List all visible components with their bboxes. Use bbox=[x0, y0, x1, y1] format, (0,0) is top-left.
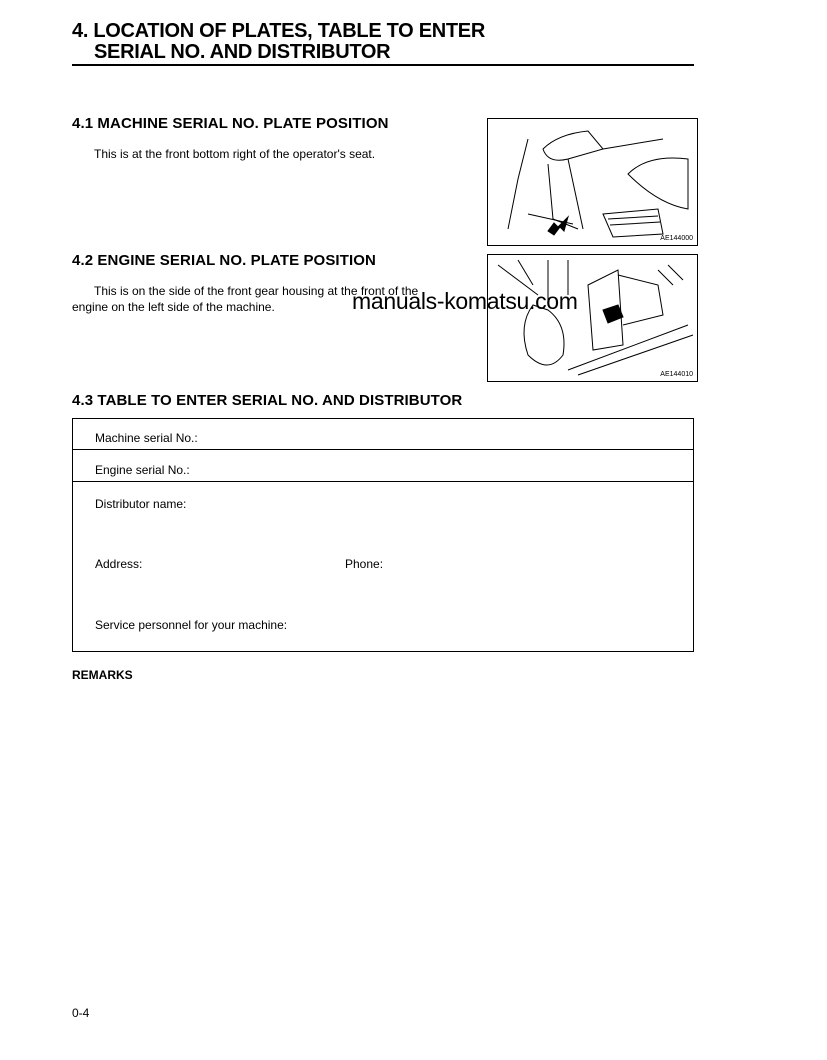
section-4-2-text-line1: This is on the side of the front gear housing at the front of the bbox=[94, 284, 419, 298]
remarks-heading: REMARKS bbox=[72, 668, 133, 682]
section-4-2-text-line2: engine on the left side of the machine. bbox=[72, 300, 275, 314]
service-personnel-field[interactable]: Service personnel for your machine: bbox=[95, 618, 288, 632]
machine-serial-plate-figure bbox=[487, 118, 698, 246]
distributor-name-field[interactable]: Distributor name: bbox=[95, 497, 187, 511]
figure-label: AE144010 bbox=[660, 371, 693, 378]
engine-serial-plate-figure bbox=[487, 254, 698, 382]
page-title-line2: SERIAL NO. AND DISTRIBUTOR bbox=[94, 41, 391, 63]
section-4-1-heading: 4.1 MACHINE SERIAL NO. PLATE POSITION bbox=[72, 115, 389, 132]
section-4-2-heading: 4.2 ENGINE SERIAL NO. PLATE POSITION bbox=[72, 252, 376, 269]
row-divider bbox=[73, 449, 693, 450]
phone-field[interactable]: Phone: bbox=[345, 557, 384, 571]
section-4-1-text: This is at the front bottom right of the operator's seat. bbox=[94, 147, 376, 161]
machine-serial-field[interactable]: Machine serial No.: bbox=[95, 431, 198, 445]
section-4-3-heading: 4.3 TABLE TO ENTER SERIAL NO. AND DISTRIBUTOR bbox=[72, 392, 463, 409]
watermark: manuals-komatsu.com bbox=[352, 288, 578, 314]
serial-distributor-table bbox=[72, 418, 694, 652]
figure-label: AE144000 bbox=[660, 235, 693, 242]
row-divider bbox=[73, 481, 693, 482]
title-underline bbox=[72, 64, 694, 66]
engine-serial-field[interactable]: Engine serial No.: bbox=[95, 463, 190, 477]
page-title-line1: 4. LOCATION OF PLATES, TABLE TO ENTER bbox=[72, 20, 485, 42]
address-field[interactable]: Address: bbox=[95, 557, 143, 571]
page-number: 0-4 bbox=[72, 1006, 90, 1020]
